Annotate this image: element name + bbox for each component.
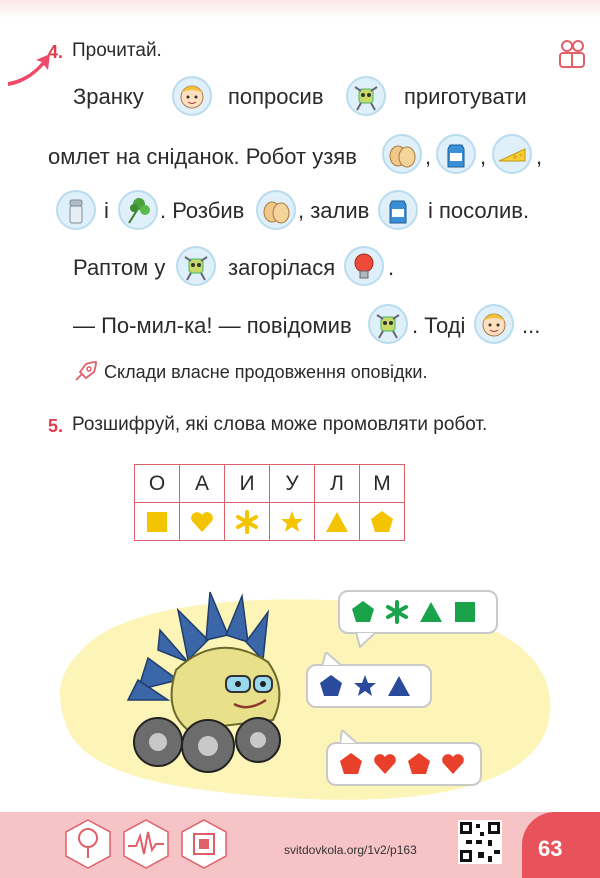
cipher-letter: М [360, 465, 405, 503]
comma: , [425, 144, 432, 169]
exercise-number: 5. [48, 416, 64, 436]
milk-icon [436, 134, 476, 174]
story-word: . [388, 255, 395, 280]
egg-icon [382, 134, 422, 174]
page-number: 63 [538, 836, 563, 861]
story-word: і [104, 198, 109, 223]
cipher-letter: И [225, 465, 270, 503]
robot-icon [368, 304, 408, 344]
boy-icon [172, 76, 212, 116]
cheese-icon [492, 134, 532, 174]
heart-icon [189, 509, 215, 535]
asterisk-icon [234, 509, 260, 535]
story-word: , залив [298, 198, 370, 223]
top-band [0, 0, 600, 18]
triangle-icon [324, 509, 350, 535]
triangle-icon [386, 673, 412, 699]
comma: , [480, 144, 487, 169]
exercise-title: Розшифруй, які слова може промовляти робот. [72, 414, 488, 435]
chip-icon[interactable] [180, 818, 228, 870]
cipher-shapes-row [135, 503, 405, 541]
footer-url[interactable]: svitdovkola.org/1v2/p163 [284, 843, 417, 857]
star-icon [352, 673, 378, 699]
robot-car-illustration [118, 590, 318, 776]
bubble-tail [322, 652, 346, 666]
cipher-letters-row [135, 465, 405, 503]
bubble-tail [340, 730, 362, 744]
salt-icon [56, 190, 96, 230]
triangle-icon [418, 599, 444, 625]
story-word: Раптом у [73, 255, 166, 280]
tree-icon[interactable] [64, 818, 112, 870]
cipher-letter: О [135, 465, 180, 503]
story-word: . Тоді [412, 313, 466, 338]
pentagon-icon [350, 599, 376, 625]
asterisk-icon [384, 599, 410, 625]
robot-icon [176, 246, 216, 286]
story-word: — По-мил-ка! — повідомив [73, 313, 352, 338]
story-word: Зранку [73, 84, 144, 109]
story-word: омлет на сніданок. Робот узяв [48, 144, 357, 169]
robot-icon [346, 76, 386, 116]
arrow-icon [6, 52, 52, 88]
task-text: Склади власне продовження оповідки. [104, 362, 428, 382]
square-icon [144, 509, 170, 535]
heart-icon [372, 751, 398, 777]
pair-work-icon [556, 38, 588, 70]
story-word: загорілася [228, 255, 336, 280]
cipher-table [134, 464, 405, 541]
pentagon-icon [338, 751, 364, 777]
milk-icon [378, 190, 418, 230]
speech-bubble [326, 742, 482, 786]
cipher-letter: Л [315, 465, 360, 503]
bubble-tail [356, 632, 380, 648]
pentagon-icon [369, 509, 395, 535]
pulse-icon[interactable] [122, 818, 170, 870]
rocket-icon [72, 360, 98, 384]
pentagon-icon [406, 751, 432, 777]
egg-icon [256, 190, 296, 230]
comma: , [536, 144, 543, 169]
qr-code-icon[interactable] [458, 820, 502, 864]
story-word: приготувати [404, 84, 527, 109]
boy-icon [474, 304, 514, 344]
cipher-letter: У [270, 465, 315, 503]
cipher-letter: А [180, 465, 225, 503]
exercise-title: Прочитай. [72, 40, 162, 61]
story-word: . Розбив [160, 198, 245, 223]
speech-bubble [306, 664, 432, 708]
parsley-icon [118, 190, 158, 230]
heart-icon [440, 751, 466, 777]
story-word: попросив [228, 84, 324, 109]
pentagon-icon [318, 673, 344, 699]
square-icon [452, 599, 478, 625]
exercise-number: 4. [48, 42, 64, 62]
story-word: і посолив. [428, 198, 530, 223]
star-icon [279, 509, 305, 535]
speech-bubble [338, 590, 498, 634]
story-word: ... [522, 313, 541, 338]
lightbulb-icon [344, 246, 384, 286]
